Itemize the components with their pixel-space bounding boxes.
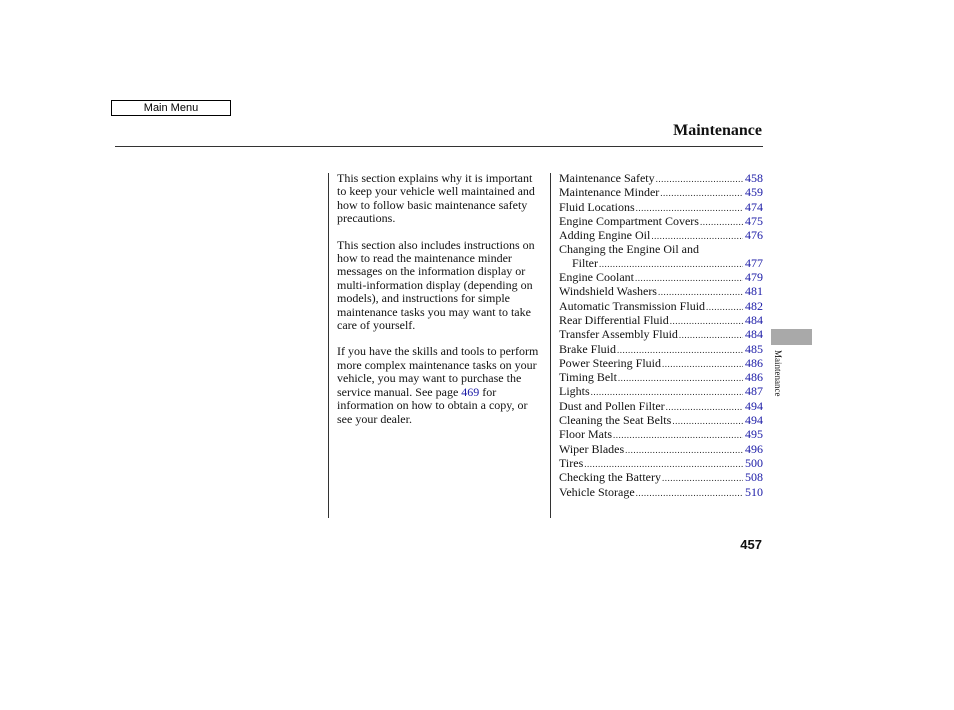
toc-leader-dots	[636, 202, 743, 215]
toc-page-link[interactable]: 494	[745, 398, 763, 413]
title-divider	[115, 146, 763, 147]
intro-paragraph-3-end: for information on how to obtain a copy, or see your dealer.	[337, 384, 528, 426]
toc-leader-dots	[670, 315, 743, 328]
toc-leader-dots	[651, 230, 743, 243]
toc-page-link[interactable]: 494	[745, 413, 763, 428]
toc-page-link[interactable]: 475	[745, 213, 763, 228]
toc-item[interactable]	[559, 400, 763, 414]
toc-item-label: Dust and Pollen Filter	[559, 398, 665, 413]
toc-page-link[interactable]: 484	[745, 312, 763, 327]
intro-paragraph-3-start: If you have the skills and tools to perform more complex maintenance tasks on your vehicle, you may want to purchase the service manual. See page	[337, 344, 539, 399]
toc-page-link[interactable]: 476	[745, 228, 763, 243]
toc-item[interactable]	[559, 385, 763, 399]
toc-leader-dots	[599, 258, 743, 271]
toc-item[interactable]	[559, 414, 763, 428]
toc-item-label: Lights	[559, 384, 590, 399]
toc-item[interactable]	[559, 314, 763, 328]
toc-page-link[interactable]: 487	[745, 384, 763, 399]
toc-item[interactable]	[559, 371, 763, 385]
toc-page-link[interactable]: 477	[745, 255, 763, 270]
toc-leader-dots	[662, 358, 743, 371]
toc-item[interactable]	[559, 201, 763, 215]
toc-leader-dots	[666, 401, 743, 414]
page-number: 457	[740, 537, 762, 552]
toc-item[interactable]	[559, 229, 763, 243]
toc-item-label: Changing the Engine Oil and	[559, 242, 699, 257]
toc-item[interactable]	[559, 285, 763, 299]
toc-page-link[interactable]: 508	[745, 470, 763, 485]
toc-page-link[interactable]: 479	[745, 270, 763, 285]
toc-page-link[interactable]: 495	[745, 427, 763, 442]
toc-page-link[interactable]: 458	[745, 171, 763, 185]
toc-item[interactable]	[559, 486, 763, 500]
toc-leader-dots	[660, 187, 743, 200]
toc-item[interactable]	[559, 271, 763, 285]
toc-item-label: Checking the Battery	[559, 470, 661, 485]
toc-leader-dots	[636, 487, 743, 500]
section-title: Maintenance	[673, 122, 762, 139]
toc-leader-dots	[591, 386, 743, 399]
toc-item[interactable]	[559, 443, 763, 457]
toc-item-label: Vehicle Storage	[559, 484, 635, 499]
toc-item-label: Windshield Washers	[559, 284, 657, 299]
toc-item[interactable]	[559, 186, 763, 200]
toc-leader-dots	[679, 329, 743, 342]
service-manual-page-link[interactable]: 469	[461, 384, 480, 399]
toc-item-label: Cleaning the Seat Belts	[559, 413, 672, 428]
toc-item-label: Fluid Locations	[559, 199, 635, 214]
toc-item-label: Transfer Assembly Fluid	[559, 327, 678, 342]
toc-page-link[interactable]: 500	[745, 455, 763, 470]
side-section-label: Maintenance	[773, 350, 783, 397]
toc-item-label: Engine Coolant	[559, 270, 634, 285]
toc-item[interactable]	[559, 428, 763, 442]
toc-item-continuation[interactable]	[559, 257, 763, 271]
toc-leader-dots	[584, 458, 743, 471]
toc-leader-dots	[706, 301, 743, 314]
toc-item-label: Adding Engine Oil	[559, 228, 651, 243]
toc-page-link[interactable]: 482	[745, 298, 763, 313]
toc-item-label: Floor Mats	[559, 427, 613, 442]
toc-item-label: Power Steering Fluid	[559, 355, 661, 370]
intro-text	[337, 172, 542, 439]
toc-item-label: Maintenance Safety	[559, 171, 655, 185]
toc-page-link[interactable]: 484	[745, 327, 763, 342]
toc-item-label: Maintenance Minder	[559, 185, 660, 200]
toc-leader-dots	[672, 415, 743, 428]
toc-page-link[interactable]: 474	[745, 199, 763, 214]
toc-item-label: Automatic Transmission Fluid	[559, 298, 706, 313]
toc-page-link[interactable]: 496	[745, 441, 763, 456]
toc-item[interactable]	[559, 215, 763, 229]
toc-page-link[interactable]: 485	[745, 341, 763, 356]
toc-page-link[interactable]: 510	[745, 484, 763, 499]
toc-page-link[interactable]: 481	[745, 284, 763, 299]
toc-page-link[interactable]: 486	[745, 355, 763, 370]
toc-item[interactable]	[559, 300, 763, 314]
intro-paragraph-2: This section also includes instructions on how to read the maintenance minder messages on the information display or multi-information display (depending on models), and instructions for simple maintenance tasks you may want to take care of yourself.	[337, 237, 535, 333]
middle-column-divider	[550, 173, 551, 518]
toc-leader-dots	[662, 472, 743, 485]
left-column-divider	[328, 173, 329, 518]
toc-item-label: Engine Compartment Covers	[559, 213, 699, 228]
intro-paragraph-3	[337, 345, 542, 425]
toc-item-label: Tires	[559, 455, 584, 470]
toc-item[interactable]	[559, 471, 763, 485]
toc-item-label-continuation: Filter	[572, 255, 598, 270]
table-of-contents	[559, 172, 763, 500]
section-tab-marker	[771, 329, 812, 345]
main-menu-button[interactable]: Main Menu	[111, 100, 231, 116]
toc-item-label: Wiper Blades	[559, 441, 625, 456]
toc-item-multiline[interactable]	[559, 243, 763, 256]
toc-item-label: Timing Belt	[559, 370, 617, 385]
intro-paragraph-1: This section explains why it is important to keep your vehicle well maintained and how to follow basic maintenance safety precautions.	[337, 171, 535, 226]
toc-item-label: Rear Differential Fluid	[559, 312, 669, 327]
toc-leader-dots	[618, 372, 743, 385]
toc-page-link[interactable]: 486	[745, 370, 763, 385]
toc-leader-dots	[625, 444, 743, 457]
toc-item[interactable]	[559, 343, 763, 357]
toc-leader-dots	[635, 272, 743, 285]
toc-leader-dots	[658, 286, 743, 299]
toc-leader-dots	[656, 173, 743, 186]
toc-item[interactable]	[559, 457, 763, 471]
toc-item[interactable]	[559, 172, 763, 186]
toc-leader-dots	[700, 216, 743, 229]
toc-item[interactable]	[559, 357, 763, 371]
toc-item-label: Brake Fluid	[559, 341, 616, 356]
toc-leader-dots	[613, 429, 743, 442]
toc-leader-dots	[617, 344, 743, 357]
toc-item[interactable]	[559, 328, 763, 342]
toc-page-link[interactable]: 459	[745, 185, 763, 200]
